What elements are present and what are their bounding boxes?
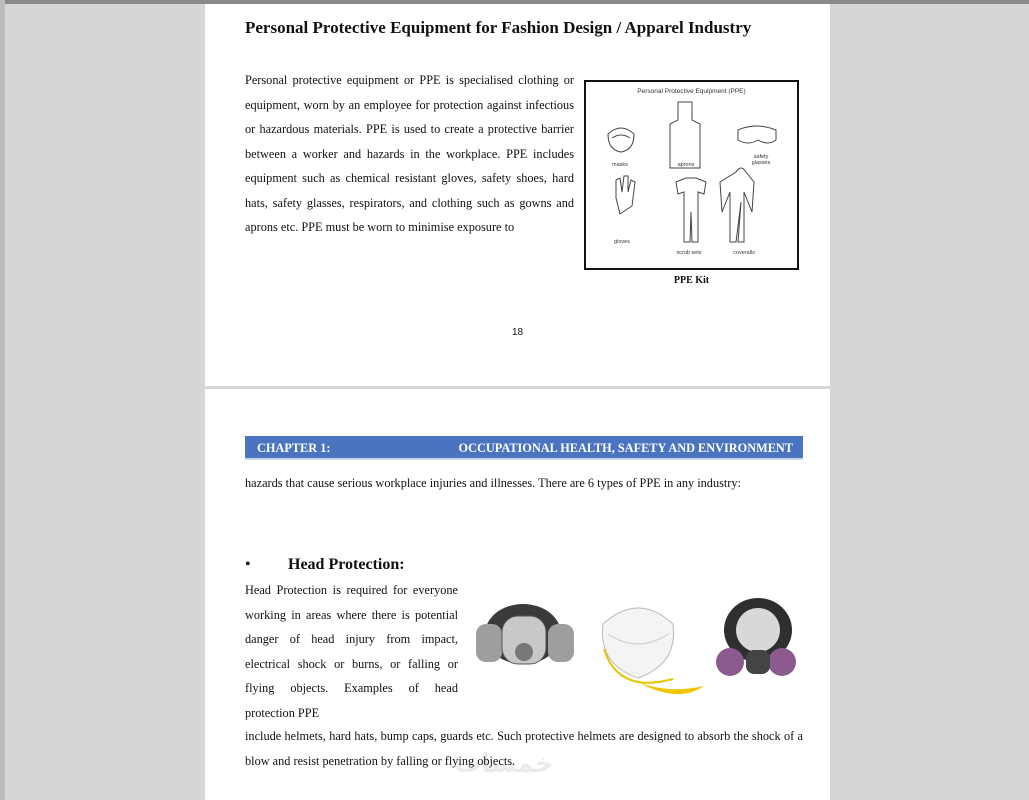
safety-glasses-icon (738, 126, 776, 143)
document-page-19 (205, 389, 830, 800)
chapter-header-bar (245, 436, 803, 460)
half-mask-respirator-icon (476, 604, 574, 664)
label-scrub-sets: scrub sets (676, 250, 702, 256)
ppe-intro-paragraph: Personal protective equipment or PPE is specialised clothing or equipment, worn by an employee for protection against infectious or hazardous materials. PPE is used to create a protective barrier between a worker and hazards in the workplace. PPE includes equipment such as chemical resistant gloves, safety shoes, hard hats, safety glasses, respirators, and clothing such as gowns and aprons etc. PPE must be worn to minimise exposure to (245, 73, 574, 234)
watermark: خمسات (455, 749, 554, 779)
head-protection-paragraph: Head Protection is required for everyone working in areas where there is potential danger of head injury from impact, electrical shock or burns, or falling or flying objects. Examples of head protection PPE (245, 583, 458, 720)
page-number: 18 (511, 327, 524, 338)
page-heading: Personal Protective Equipment for Fashion Design / Apparel Industry (245, 18, 752, 37)
hazards-paragraph: hazards that cause serious workplace injuries and illnesses. There are 6 types of PPE in any industry: (245, 476, 741, 490)
head-protection-heading (245, 556, 405, 574)
head-protection-continuation: include helmets, hard hats, bump caps, guards etc. Such protective helmets are designed to absorb the shock of a blow and resist penetration by falling or flying objects. (245, 729, 803, 768)
chapter-label: CHAPTER 1: (257, 441, 331, 455)
bullet-heading-text: Head Protection: (288, 556, 405, 573)
document-page-18 (205, 4, 830, 386)
full-face-respirator-icon (716, 598, 796, 676)
apron-icon (670, 102, 700, 168)
respirator-images (468, 594, 808, 704)
ppe-kit-figure (584, 80, 799, 270)
coveralls-icon (720, 168, 754, 242)
mask-icon (608, 128, 634, 152)
scrub-set-icon (676, 178, 706, 242)
label-gloves: gloves (614, 239, 630, 245)
label-coveralls: coveralls (733, 250, 755, 256)
label-safety-glasses: safety glasses (751, 154, 771, 166)
chapter-title: OCCUPATIONAL HEALTH, SAFETY AND ENVIRONMENT (458, 441, 793, 455)
label-masks: masks (612, 162, 628, 168)
viewer-left-edge (0, 0, 5, 800)
label-aprons: aprons (677, 162, 695, 168)
gloves-icon (616, 176, 635, 214)
n95-mask-icon (602, 608, 704, 694)
bullet-symbol: • (245, 556, 251, 573)
figure-caption: PPE Kit (673, 275, 710, 286)
figure-title: Personal Protective Equipment (PPE) (637, 88, 746, 95)
